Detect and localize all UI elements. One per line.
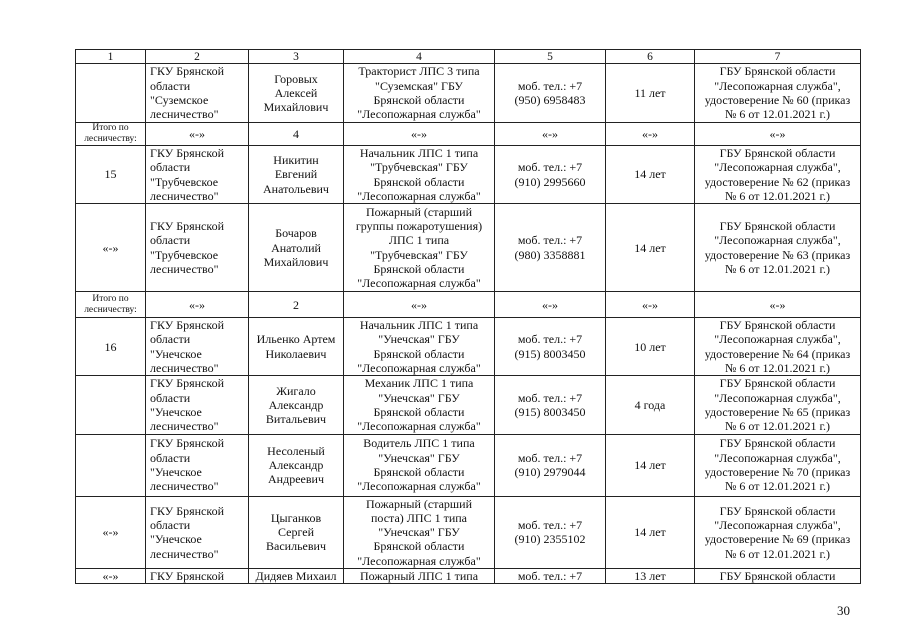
- position-cell-line: "Унечская" ГБУ: [378, 332, 460, 347]
- certificate-cell-line: "Лесопожарная служба",: [714, 518, 841, 532]
- row-number-cell: 15: [76, 146, 146, 204]
- position-cell-line: "Лесопожарная служба": [357, 188, 481, 203]
- certificate-cell: [695, 204, 861, 292]
- position-cell-line: Брянской области: [373, 93, 465, 107]
- header-cell: 7: [695, 50, 861, 64]
- phone-cell-line: (910) 2979044: [514, 465, 586, 480]
- header-cell: 5: [495, 50, 606, 64]
- position-cell-line: "Трубчевская" ГБУ: [370, 160, 468, 175]
- certificate-cell-line: № 6 от 12.01.2021 г.): [724, 546, 831, 561]
- forestry-cell-line: "Унечское: [150, 532, 202, 547]
- table-body: [76, 50, 861, 584]
- position-cell-line: "Лесопожарная служба": [357, 553, 481, 568]
- forestry-cell-line: ГКУ Брянской: [150, 436, 224, 451]
- total-label-cell-line: лесничеству:: [84, 134, 137, 144]
- phone-cell-line: (915) 8003450: [514, 404, 586, 419]
- name-cell-line: Цыганков: [270, 510, 322, 525]
- name-cell-line: Анатолий: [271, 240, 321, 255]
- certificate-cell-line: ГБУ Брянской области: [719, 503, 836, 518]
- certificate-cell: [695, 146, 861, 204]
- total-count-cell: 2: [249, 292, 344, 318]
- certificate-cell-line: ГБУ Брянской области: [719, 436, 836, 451]
- forestry-cell-line: лесничество": [150, 361, 219, 376]
- phone-cell-line: моб. тел.: +7: [517, 332, 583, 347]
- phone-cell: [495, 376, 606, 434]
- position-cell-line: Начальник ЛПС 1 типа: [359, 146, 479, 160]
- phone-cell: [495, 318, 606, 376]
- phone-cell: [495, 204, 606, 292]
- position-cell-line: "Лесопожарная служба": [357, 479, 481, 494]
- forestry-cell: [146, 204, 249, 292]
- row-number-cell: «-»: [76, 496, 146, 568]
- total-row: [76, 123, 861, 146]
- certificate-cell: [695, 376, 861, 434]
- position-cell-line: Брянской области: [373, 261, 465, 276]
- personnel-table: [75, 49, 861, 584]
- certificate-cell-line: ГБУ Брянской области: [719, 64, 836, 79]
- name-cell: [249, 64, 344, 123]
- name-cell-line: Евгений: [274, 167, 318, 182]
- name-cell-line: Александр: [268, 457, 324, 472]
- row-number-cell: «-»: [76, 204, 146, 292]
- position-cell-line: "Лесопожарная служба": [357, 276, 481, 291]
- name-cell-line: Никитин: [273, 153, 319, 168]
- certificate-cell: [695, 318, 861, 376]
- total-label-cell-line: Итого по: [92, 293, 129, 304]
- position-cell-line: поста) ЛПС 1 типа: [371, 510, 467, 525]
- position-cell-line: "Суземская" ГБУ: [375, 78, 463, 93]
- name-cell: [249, 434, 344, 496]
- name-cell-line: Горовых: [274, 71, 318, 86]
- forestry-cell-line: области: [150, 450, 191, 465]
- certificate-cell-line: удостоверение № 70 (приказ: [704, 465, 851, 480]
- position-cell-line: "Унечская" ГБУ: [378, 525, 460, 540]
- experience-cell: 14 лет: [606, 146, 695, 204]
- certificate-cell-line: "Лесопожарная служба",: [714, 450, 841, 465]
- page-number: 30: [837, 603, 850, 618]
- phone-cell: [495, 146, 606, 204]
- total-cell: «-»: [344, 292, 495, 318]
- name-cell-line: Дидяев Михаил: [255, 569, 337, 584]
- experience-cell: 14 лет: [606, 204, 695, 292]
- forestry-cell-line: "Трубчевское: [150, 174, 219, 189]
- forestry-cell: [146, 434, 249, 496]
- phone-cell: [495, 569, 606, 584]
- experience-cell: 11 лет: [606, 64, 695, 123]
- total-count-cell: 4: [249, 123, 344, 146]
- position-cell-line: Брянской области: [373, 465, 465, 480]
- phone-cell-line: моб. тел.: +7: [517, 160, 583, 175]
- phone-cell-line: моб. тел.: +7: [517, 450, 583, 465]
- certificate-cell-line: ГБУ Брянской области: [719, 318, 836, 333]
- certificate-cell-line: удостоверение № 64 (приказ: [704, 346, 851, 361]
- phone-cell-line: (950) 6958483: [514, 93, 586, 107]
- forestry-cell-line: области: [150, 390, 191, 405]
- forestry-cell: [146, 496, 249, 568]
- position-cell-line: "Унечская" ГБУ: [378, 450, 460, 465]
- phone-cell-line: (910) 2995660: [514, 174, 586, 189]
- certificate-cell-line: ГБУ Брянской области: [719, 219, 836, 234]
- forestry-cell: [146, 569, 249, 584]
- certificate-cell-line: ГБУ Брянской области: [719, 146, 836, 160]
- certificate-cell-line: № 6 от 12.01.2021 г.): [724, 261, 831, 276]
- forestry-cell-line: ГКУ Брянской: [150, 219, 224, 234]
- total-cell: «-»: [495, 123, 606, 146]
- position-cell: [344, 146, 495, 204]
- experience-cell: 14 лет: [606, 496, 695, 568]
- table-row: [76, 376, 861, 434]
- row-number-cell: [76, 434, 146, 496]
- header-cell: 2: [146, 50, 249, 64]
- forestry-cell-line: ГКУ Брянской: [150, 318, 224, 333]
- phone-cell-line: (915) 8003450: [514, 346, 586, 361]
- forestry-cell-line: области: [150, 518, 191, 532]
- total-cell: «-»: [695, 292, 861, 318]
- position-cell-line: "Лесопожарная служба": [357, 107, 481, 122]
- phone-cell: [495, 64, 606, 123]
- header-cell: 1: [76, 50, 146, 64]
- position-cell: [344, 496, 495, 568]
- forestry-cell: [146, 318, 249, 376]
- phone-cell: [495, 496, 606, 568]
- position-cell-line: группы пожаротушения): [355, 219, 483, 234]
- row-number-cell: [76, 376, 146, 434]
- forestry-cell: [146, 64, 249, 123]
- certificate-cell-line: ГБУ Брянской области: [719, 376, 836, 391]
- name-cell-line: Жигало: [276, 383, 316, 398]
- total-row: [76, 292, 861, 318]
- table-row: [76, 318, 861, 376]
- forestry-cell-line: ГКУ Брянской: [150, 503, 224, 518]
- forestry-cell-line: лесничество": [150, 261, 219, 276]
- total-cell: «-»: [606, 292, 695, 318]
- certificate-cell: [695, 434, 861, 496]
- certificate-cell-line: "Лесопожарная служба",: [714, 233, 841, 248]
- forestry-cell-line: лесничество": [150, 188, 219, 203]
- forestry-cell-line: лесничество": [150, 107, 219, 122]
- forestry-cell-line: ГКУ Брянской: [150, 64, 224, 79]
- position-cell: [344, 376, 495, 434]
- position-cell-line: "Трубчевская" ГБУ: [370, 247, 468, 262]
- phone-cell-line: моб. тел.: +7: [517, 78, 583, 93]
- certificate-cell-line: "Лесопожарная служба",: [714, 332, 841, 347]
- experience-cell: 10 лет: [606, 318, 695, 376]
- phone-cell-line: моб. тел.: +7: [517, 390, 583, 405]
- name-cell-line: Андреевич: [268, 472, 324, 487]
- position-cell-line: Механик ЛПС 1 типа: [364, 376, 474, 391]
- position-cell: [344, 318, 495, 376]
- table-row: [76, 64, 861, 123]
- phone-cell-line: моб. тел.: +7: [517, 569, 583, 584]
- certificate-cell-line: "Лесопожарная служба",: [714, 390, 841, 405]
- forestry-cell-line: "Унечское: [150, 465, 202, 480]
- header-cell: 3: [249, 50, 344, 64]
- forestry-cell-line: "Суземское: [150, 93, 209, 107]
- name-cell-line: Ильенко Артем: [256, 332, 336, 347]
- forestry-cell-line: лесничество": [150, 419, 219, 434]
- certificate-cell-line: "Лесопожарная служба",: [714, 78, 841, 93]
- position-cell-line: Брянской области: [373, 404, 465, 419]
- forestry-cell-line: "Унечское: [150, 346, 202, 361]
- name-cell: [249, 318, 344, 376]
- certificate-cell-line: № 6 от 12.01.2021 г.): [724, 361, 831, 376]
- certificate-cell: [695, 64, 861, 123]
- position-cell: [344, 434, 495, 496]
- position-cell: [344, 569, 495, 584]
- total-cell: «-»: [495, 292, 606, 318]
- phone-cell-line: моб. тел.: +7: [517, 518, 583, 532]
- total-label-cell: [76, 123, 146, 146]
- certificate-cell-line: № 6 от 12.01.2021 г.): [724, 107, 831, 122]
- name-cell-line: Васильевич: [266, 539, 326, 554]
- forestry-cell-line: лесничество": [150, 479, 219, 494]
- phone-cell-line: (980) 3358881: [514, 247, 586, 262]
- header-row: [76, 50, 861, 64]
- certificate-cell-line: ГБУ Брянской области: [719, 569, 836, 584]
- position-cell-line: ЛПС 1 типа: [388, 233, 450, 248]
- name-cell: [249, 204, 344, 292]
- forestry-cell-line: ГКУ Брянской: [150, 376, 224, 391]
- position-cell: [344, 64, 495, 123]
- name-cell-line: Михайлович: [263, 100, 329, 115]
- forestry-cell: [146, 146, 249, 204]
- certificate-cell-line: № 6 от 12.01.2021 г.): [724, 188, 831, 203]
- forestry-cell-line: лесничество": [150, 546, 219, 561]
- phone-cell-line: моб. тел.: +7: [517, 233, 583, 248]
- name-cell-line: Алексей: [274, 85, 318, 100]
- position-cell-line: "Унечская" ГБУ: [378, 390, 460, 405]
- certificate-cell-line: удостоверение № 63 (приказ: [704, 247, 851, 262]
- table-row: [76, 204, 861, 292]
- certificate-cell-line: удостоверение № 62 (приказ: [704, 174, 851, 189]
- position-cell-line: "Лесопожарная служба": [357, 419, 481, 434]
- total-label-cell: [76, 292, 146, 318]
- row-number-cell: 16: [76, 318, 146, 376]
- table-row: [76, 496, 861, 568]
- position-cell-line: Тракторист ЛПС 3 типа: [358, 64, 480, 79]
- total-cell: «-»: [695, 123, 861, 146]
- total-cell: «-»: [146, 292, 249, 318]
- forestry-cell-line: области: [150, 233, 191, 248]
- position-cell-line: Брянской области: [373, 539, 465, 554]
- certificate-cell-line: удостоверение № 65 (приказ: [704, 404, 851, 419]
- certificate-cell-line: удостоверение № 60 (приказ: [704, 93, 851, 107]
- position-cell-line: Водитель ЛПС 1 типа: [363, 436, 475, 451]
- position-cell-line: Пожарный (старший: [365, 204, 472, 219]
- name-cell-line: Анатольевич: [263, 181, 329, 196]
- position-cell-line: Начальник ЛПС 1 типа: [359, 318, 479, 333]
- total-label-cell-line: Итого по: [92, 123, 129, 133]
- certificate-cell-line: удостоверение № 69 (приказ: [704, 532, 851, 547]
- forestry-cell-line: "Унечское: [150, 404, 202, 419]
- forestry-cell-line: области: [150, 160, 191, 175]
- experience-cell: 4 года: [606, 376, 695, 434]
- name-cell: [249, 146, 344, 204]
- certificate-cell-line: № 6 от 12.01.2021 г.): [724, 419, 831, 434]
- phone-cell: [495, 434, 606, 496]
- certificate-cell: [695, 569, 861, 584]
- forestry-cell-line: области: [150, 78, 191, 93]
- experience-cell: 13 лет: [606, 569, 695, 584]
- name-cell-line: Бочаров: [275, 226, 317, 241]
- name-cell: [249, 496, 344, 568]
- header-cell: 4: [344, 50, 495, 64]
- table-row: [76, 569, 861, 584]
- name-cell: [249, 376, 344, 434]
- name-cell-line: Николаевич: [265, 346, 327, 361]
- table-row: [76, 434, 861, 496]
- position-cell-line: Пожарный (старший: [365, 496, 472, 511]
- forestry-cell: [146, 376, 249, 434]
- forestry-cell-line: ГКУ Брянской: [150, 569, 224, 584]
- certificate-cell-line: № 6 от 12.01.2021 г.): [724, 479, 831, 494]
- name-cell-line: Несоленый: [267, 443, 325, 458]
- total-cell: «-»: [344, 123, 495, 146]
- row-number-cell: [76, 64, 146, 123]
- name-cell: [249, 569, 344, 584]
- total-label-cell-line: лесничеству:: [84, 304, 137, 315]
- position-cell-line: "Лесопожарная служба": [357, 361, 481, 376]
- name-cell-line: Александр: [268, 397, 324, 412]
- forestry-cell-line: ГКУ Брянской: [150, 146, 224, 160]
- certificate-cell: [695, 496, 861, 568]
- experience-cell: 14 лет: [606, 434, 695, 496]
- forestry-cell-line: области: [150, 332, 191, 347]
- name-cell-line: Сергей: [278, 525, 314, 540]
- position-cell-line: Пожарный ЛПС 1 типа: [359, 569, 479, 584]
- phone-cell-line: (910) 2355102: [514, 532, 586, 547]
- total-cell: «-»: [146, 123, 249, 146]
- name-cell-line: Витальевич: [265, 412, 327, 427]
- certificate-cell-line: "Лесопожарная служба",: [714, 160, 841, 175]
- name-cell-line: Михайлович: [263, 254, 329, 269]
- header-cell: 6: [606, 50, 695, 64]
- total-cell: «-»: [606, 123, 695, 146]
- row-number-cell: «-»: [76, 569, 146, 584]
- position-cell: [344, 204, 495, 292]
- forestry-cell-line: "Трубчевское: [150, 247, 219, 262]
- table-row: [76, 146, 861, 204]
- position-cell-line: Брянской области: [373, 346, 465, 361]
- position-cell-line: Брянской области: [373, 174, 465, 189]
